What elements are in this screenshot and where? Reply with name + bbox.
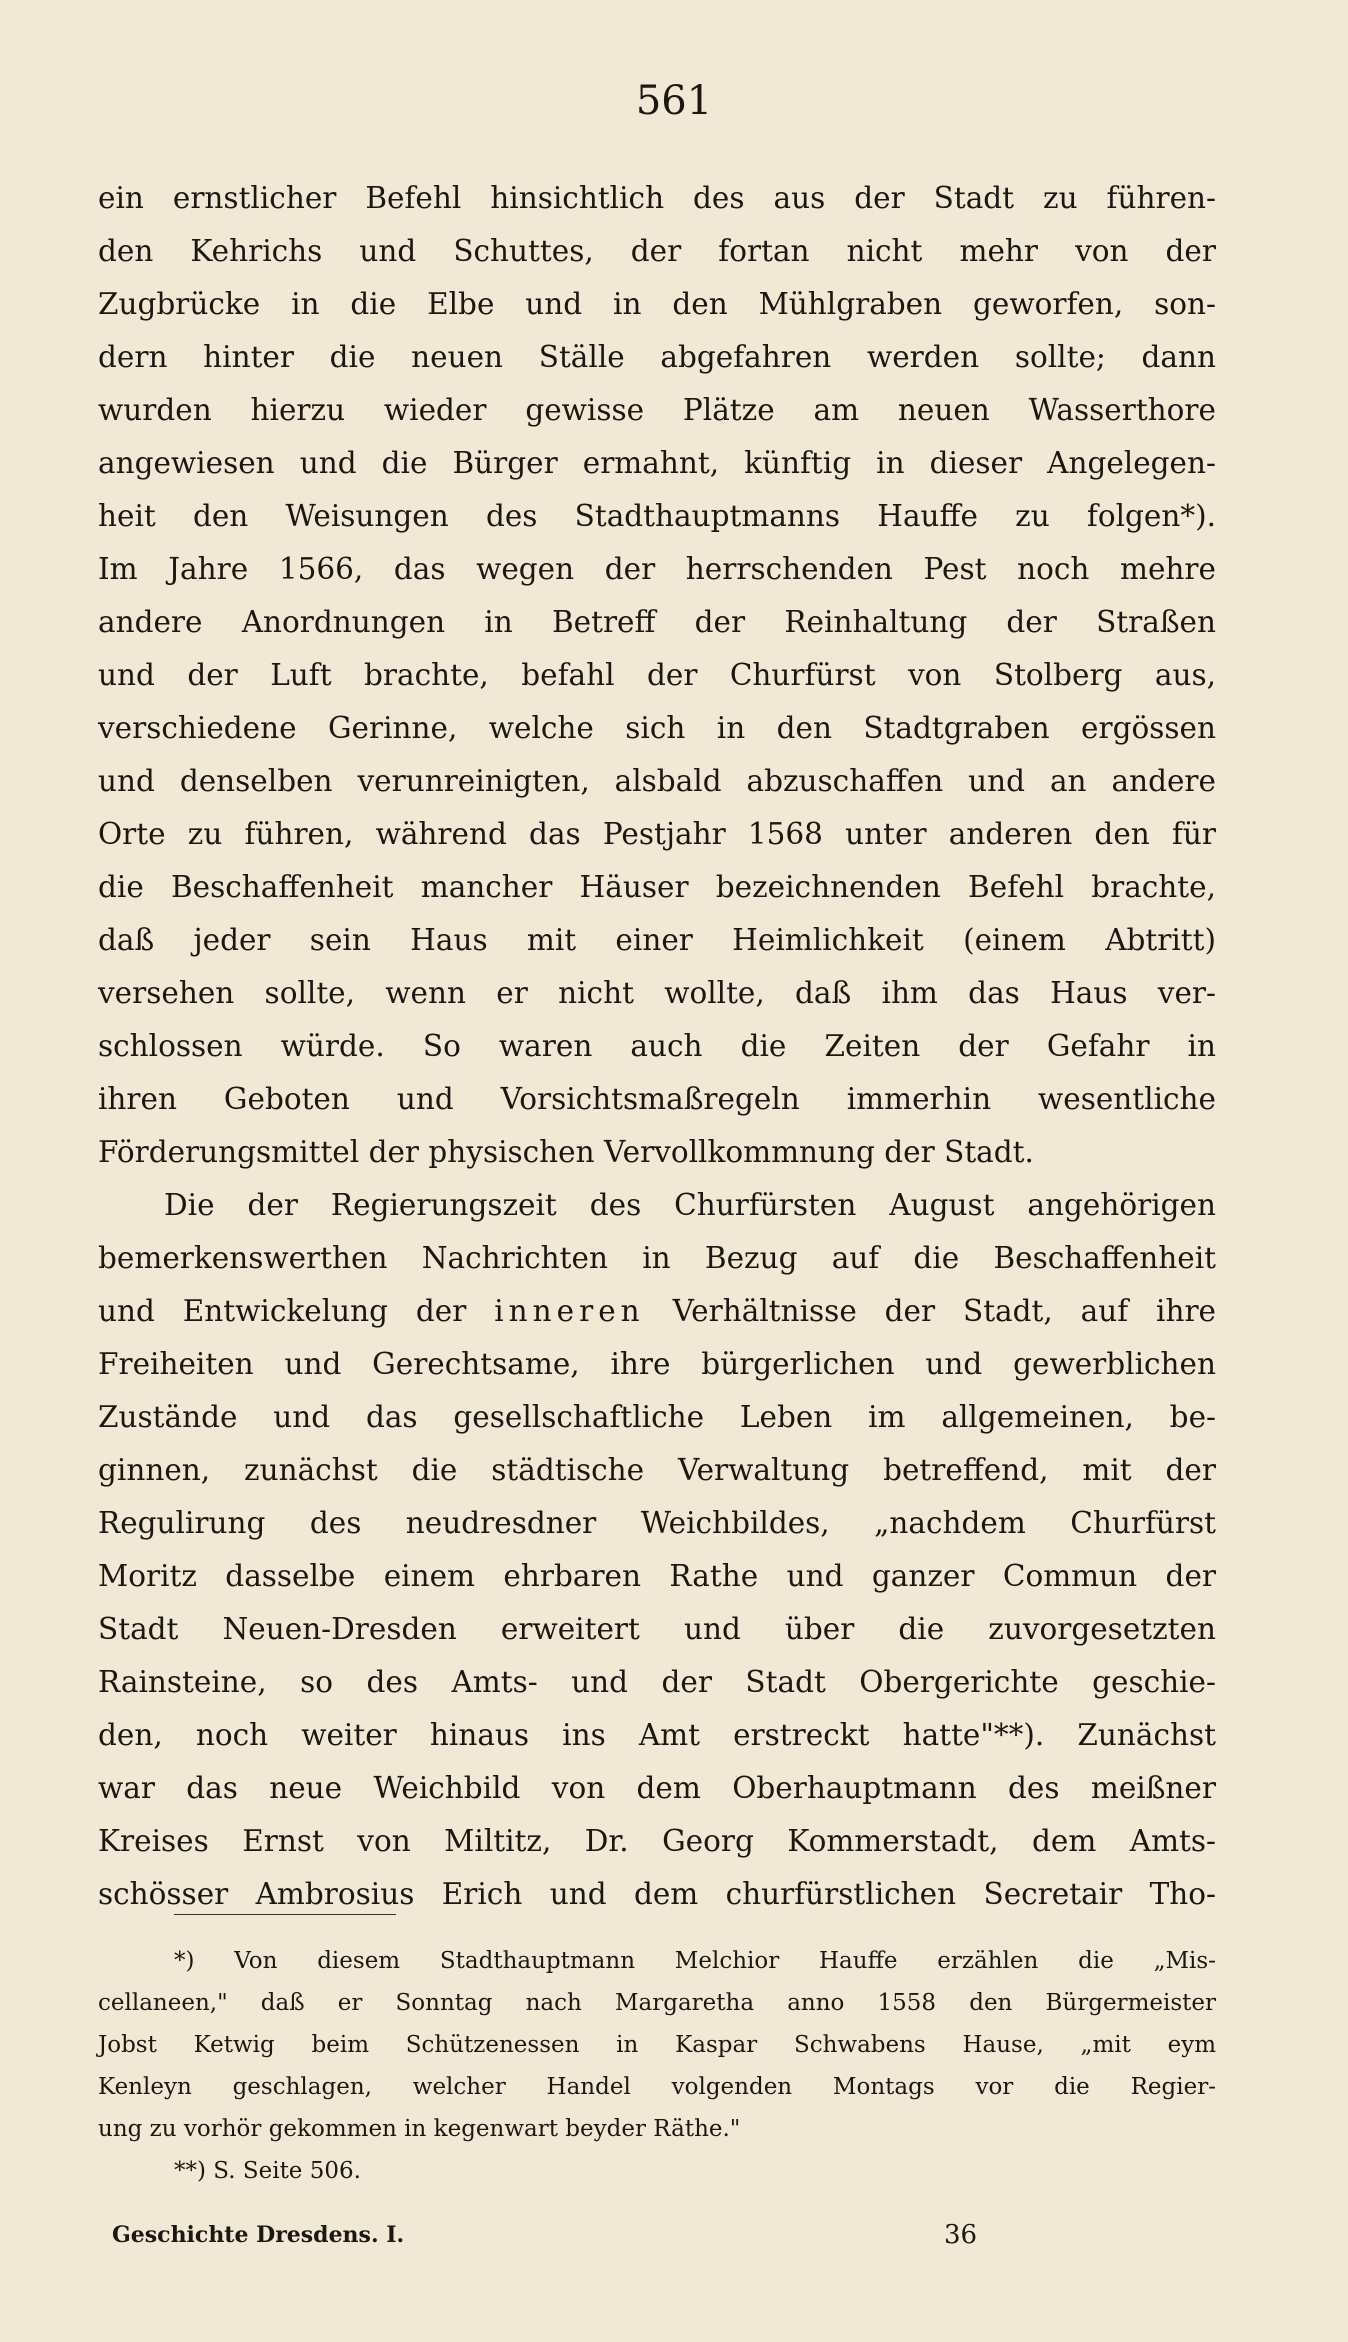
text-line: Rainsteine, so des Amts- und der Stadt Obergerichte geschie- — [98, 1665, 1216, 1699]
text-line-emphasis — [98, 1285, 1216, 1338]
text-line: Orte zu führen, während das Pestjahr 1568 unter anderen den für — [98, 817, 1216, 851]
text-line: Zustände und das gesellschaftliche Leben im allgemeinen, be- — [98, 1400, 1216, 1434]
text-line: Stadt Neuen-Dresden erweitert und über die zuvorgesetzten — [98, 1612, 1216, 1646]
text-line: verschiedene Gerinne, welche sich in den Stadtgraben ergössen — [98, 711, 1216, 745]
text-line: ginnen, zunächst die städtische Verwaltung betreffend, mit der — [98, 1453, 1216, 1487]
text-line: versehen sollte, wenn er nicht wollte, daß ihm das Haus ver- — [98, 976, 1216, 1010]
text-line: heit den Weisungen des Stadthauptmanns Hauffe zu folgen*). — [98, 499, 1216, 533]
footnote-line: cellaneen," daß er Sonntag nach Margaretha anno 1558 den Bürgermeister — [98, 1990, 1216, 2016]
text-line: den Kehrichs und Schuttes, der fortan nicht mehr von der — [98, 234, 1216, 268]
text-line: und der Luft brachte, befahl der Churfürst von Stolberg aus, — [98, 658, 1216, 692]
text-segment: und Entwickelung der — [98, 1294, 467, 1328]
text-line: Freiheiten und Gerechtsame, ihre bürgerlichen und gewerblichen — [98, 1347, 1216, 1381]
text-line: schösser Ambrosius Erich und dem churfürstlichen Secretair Tho- — [98, 1877, 1216, 1911]
main-text — [98, 172, 1216, 1921]
text-line: bemerkenswerthen Nachrichten in Bezug auf die Beschaffenheit — [98, 1241, 1216, 1275]
paragraph-start-line: Die der Regierungszeit des Churfürsten August angehörigen — [164, 1188, 1216, 1222]
footnote-line: **) S. Seite 506. — [174, 2158, 361, 2184]
footnote-line: Jobst Ketwig beim Schützenessen in Kaspar Schwabens Hause, „mit eym — [98, 2032, 1216, 2058]
text-line: Regulirung des neudresdner Weichbildes, „nachdem Churfürst — [98, 1506, 1216, 1540]
text-line: die Beschaffenheit mancher Häuser bezeichnenden Befehl brachte, — [98, 870, 1216, 904]
text-line: wurden hierzu wieder gewisse Plätze am neuen Wasserthore — [98, 393, 1216, 427]
emphasized-word: inneren — [494, 1294, 645, 1328]
text-line: Zugbrücke in die Elbe und in den Mühlgraben geworfen, son- — [98, 287, 1216, 321]
text-line: Kreises Ernst von Miltitz, Dr. Georg Kommerstadt, dem Amts- — [98, 1824, 1216, 1858]
text-line: andere Anordnungen in Betreff der Reinhaltung der Straßen — [98, 605, 1216, 639]
text-line: ihren Geboten und Vorsichtsmaßregeln immerhin wesentliche — [98, 1082, 1216, 1116]
footnote-divider — [174, 1914, 396, 1915]
page-number: 561 — [635, 78, 713, 124]
text-line: Im Jahre 1566, das wegen der herrschenden Pest noch mehre — [98, 552, 1216, 586]
text-line: dern hinter die neuen Ställe abgefahren werden sollte; dann — [98, 340, 1216, 374]
text-line: angewiesen und die Bürger ermahnt, künftig in dieser Angelegen- — [98, 446, 1216, 480]
signature-mark: Geschichte Dresdens. I. — [112, 2222, 405, 2248]
text-line: war das neue Weichbild von dem Oberhauptmann des meißner — [98, 1771, 1216, 1805]
text-segment: Verhältnisse der Stadt, auf ihre — [672, 1294, 1217, 1328]
footnote-line: *) Von diesem Stadthauptmann Melchior Hauffe erzählen die „Mis- — [174, 1948, 1216, 1974]
footnotes — [98, 1940, 1216, 2192]
footnote-line: Kenleyn geschlagen, welcher Handel volgenden Montags vor die Regier- — [98, 2074, 1216, 2100]
text-line: und denselben verunreinigten, alsbald abzuschaffen und an andere — [98, 764, 1216, 798]
footnote-line: ung zu vorhör gekommen in kegenwart beyder Räthe." — [98, 2116, 741, 2142]
text-line: Moritz dasselbe einem ehrbaren Rathe und ganzer Commun der — [98, 1559, 1216, 1593]
text-line: Förderungsmittel der physischen Vervollkommnung der Stadt. — [98, 1135, 1034, 1169]
text-line: ein ernstlicher Befehl hinsichtlich des aus der Stadt zu führen- — [98, 181, 1216, 215]
text-line: daß jeder sein Haus mit einer Heimlichkeit (einem Abtritt) — [98, 923, 1216, 957]
text-line: schlossen würde. So waren auch die Zeiten der Gefahr in — [98, 1029, 1216, 1063]
sheet-number: 36 — [944, 2220, 978, 2250]
text-line: den, noch weiter hinaus ins Amt erstreckt hatte"**). Zunächst — [98, 1718, 1216, 1752]
